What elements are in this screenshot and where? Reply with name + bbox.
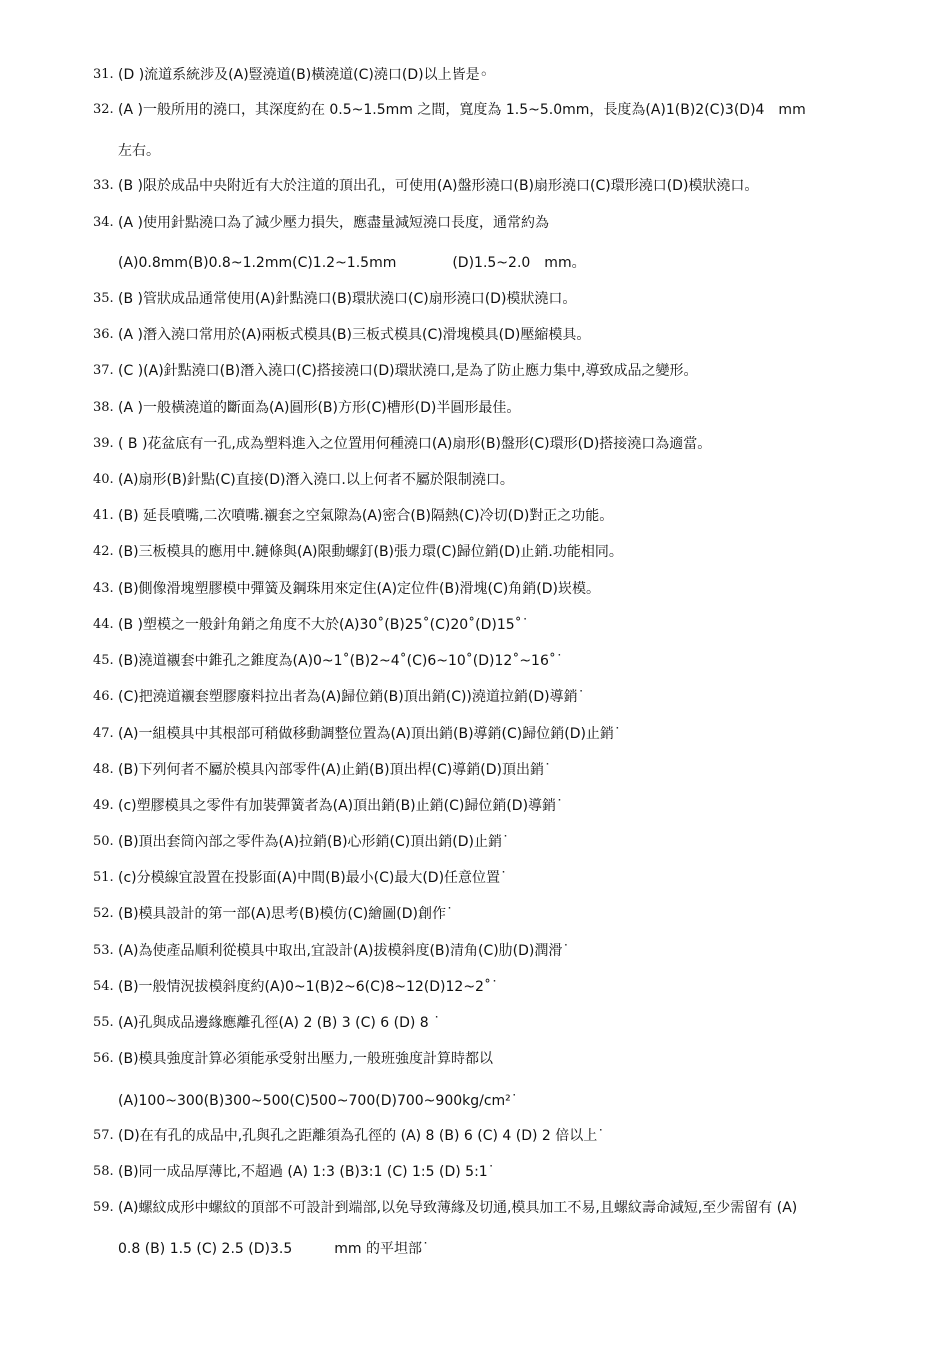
question-text: (A )潛入澆口常用於(A)兩板式模具(B)三板式模具(C)滑塊模具(D)壓縮模具。 — [118, 327, 591, 343]
question-text: (B)側像滑塊塑膠模中彈簧及鋼珠用來定住(A)定位件(B)滑塊(C)角銷(D)崁模。 — [118, 581, 600, 597]
question-number: 48. — [93, 762, 114, 777]
question-number: 36. — [93, 327, 114, 342]
question-number: 55. — [93, 1015, 114, 1030]
question-text: (B)同一成品厚薄比,不超過 (A) 1:3 (B)3:1 (C) 1:5 (D) 5:1˙ — [118, 1164, 495, 1180]
question-number: 43. — [93, 581, 114, 596]
question-text: (c)塑膠模具之零件有加裝彈簧者為(A)頂出銷(B)止銷(C)歸位銷(D)導銷˙ — [118, 798, 564, 814]
question-number: 56. — [93, 1051, 114, 1066]
question-text: (c)分模線宜設置在投影面(A)中間(B)最小(C)最大(D)任意位置˙ — [118, 870, 508, 886]
question-text: (D)在有孔的成品中,孔與孔之距離須為孔徑的 (A) 8 (B) 6 (C) 4 (D) 2 倍以上˙ — [118, 1128, 605, 1144]
question-number: 46. — [93, 689, 114, 704]
question-text-continuation: 0.8 (B) 1.5 (C) 2.5 (D)3.5 mm 的平坦部˙ — [118, 1241, 429, 1257]
question-text: (A)一組模具中其根部可稍做移動調整位置為(A)頂出銷(B)導銷(C)歸位銷(D)止銷˙ — [118, 726, 621, 742]
question-text: (B) 延長噴嘴,二次噴嘴.襯套之空氣隙為(A)密合(B)隔熱(C)冷切(D)對正之功能。 — [118, 508, 614, 524]
question-text-continuation: (A)0.8mm(B)0.8~1.2mm(C)1.2~1.5mm (D)1.5~2.0 mm。 — [118, 255, 586, 271]
question-number: 52. — [93, 906, 114, 921]
question-text-continuation: (A)100~300(B)300~500(C)500~700(D)700~900kg/cm²˙ — [118, 1093, 518, 1109]
question-text: ( B )花盆底有一孔,成為塑料進入之位置用何種澆口(A)扇形(B)盤形(C)環形(D)搭接澆口為適當。 — [118, 436, 712, 452]
question-number: 45. — [93, 653, 114, 668]
question-number: 54. — [93, 979, 114, 994]
question-number: 42. — [93, 544, 114, 559]
question-text: (A )一般橫澆道的斷面為(A)圓形(B)方形(C)槽形(D)半圓形最佳。 — [118, 400, 521, 416]
question-text: (B )管狀成品通常使用(A)針點澆口(B)環狀澆口(C)扇形澆口(D)模狀澆口。 — [118, 291, 577, 307]
question-text: (B)下列何者不屬於模具內部零件(A)止銷(B)頂出桿(C)導銷(D)頂出銷˙ — [118, 762, 551, 778]
question-number: 35. — [93, 291, 114, 306]
question-number: 50. — [93, 834, 114, 849]
question-text: (A )一般所用的澆口，其深度約在 0.5~1.5mm 之間，寬度為 1.5~5.0mm，長度為(A)1(B)2(C)3(D)4 mm — [118, 102, 806, 118]
question-text: (C)把澆道襯套塑膠廢料拉出者為(A)歸位銷(B)頂出銷(C))澆道拉銷(D)導銷˙ — [118, 689, 585, 705]
question-number: 32. — [93, 102, 114, 117]
question-number: 44. — [93, 617, 114, 632]
question-text: (D )流道系統涉及(A)豎澆道(B)橫澆道(C)澆口(D)以上皆是◦ — [118, 67, 488, 83]
question-number: 37. — [93, 363, 114, 378]
question-text: (B)頂出套筒內部之零件為(A)拉銷(B)心形銷(C)頂出銷(D)止銷˙ — [118, 834, 509, 850]
question-text: (B)模具強度計算必須能承受射出壓力,一般班強度計算時都以 — [118, 1051, 493, 1067]
question-text: (B)三板模具的應用中.鏈條與(A)限動螺釘(B)張力環(C)歸位銷(D)止銷.功能相同。 — [118, 544, 623, 560]
question-text: (B)模具設計的第一部(A)思考(B)模仿(C)繪圖(D)創作˙ — [118, 906, 453, 922]
question-text: (B )限於成品中央附近有大於注道的頂出孔，可使用(A)盤形澆口(B)扇形澆口(C)環形澆口(D)模狀澆口。 — [118, 178, 759, 194]
question-number: 49. — [93, 798, 114, 813]
question-number: 39. — [93, 436, 114, 451]
question-number: 31. — [93, 67, 114, 82]
question-number: 41. — [93, 508, 114, 523]
question-number: 59. — [93, 1200, 114, 1215]
question-text: (C )(A)針點澆口(B)潛入澆口(C)搭接澆口(D)環狀澆口,是為了防止應力集中,導致成品之變形。 — [118, 363, 698, 379]
question-text: (A)扇形(B)針點(C)直接(D)潛入澆口.以上何者不屬於限制澆口。 — [118, 472, 514, 488]
question-number: 33. — [93, 178, 114, 193]
question-text: (B)一般情況拔模斜度約(A)0~1(B)2~6(C)8~12(D)12~2˚˙ — [118, 979, 498, 995]
question-text: (A)為使產品順利從模具中取出,宜設計(A)拔模斜度(B)清角(C)肋(D)潤滑˙ — [118, 943, 570, 959]
question-text-continuation: 左右。 — [118, 143, 160, 159]
question-number: 58. — [93, 1164, 114, 1179]
question-number: 40. — [93, 472, 114, 487]
question-number: 57. — [93, 1128, 114, 1143]
question-text: (B)澆道襯套中錐孔之錐度為(A)0~1˚(B)2~4˚(C)6~10˚(D)12˚~16˚˙ — [118, 653, 563, 669]
question-number: 53. — [93, 943, 114, 958]
question-number: 47. — [93, 726, 114, 741]
question-text: (B )塑模之一般針角銷之角度不大於(A)30˚(B)25˚(C)20˚(D)15˚˙ — [118, 617, 529, 633]
question-number: 34. — [93, 215, 114, 230]
question-number: 38. — [93, 400, 114, 415]
question-text: (A )使用針點澆口為了減少壓力損失，應盡量減短澆口長度，通常約為 — [118, 215, 549, 231]
question-text: (A)孔與成品邊緣應離孔徑(A) 2 (B) 3 (C) 6 (D) 8 ˙ — [118, 1015, 441, 1031]
question-text: (A)螺紋成形中螺紋的頂部不可設計到端部,以免导致薄緣及切通,模具加工不易,且螺紋壽命減短,至少需留有 (A) — [118, 1200, 798, 1216]
question-number: 51. — [93, 870, 114, 885]
